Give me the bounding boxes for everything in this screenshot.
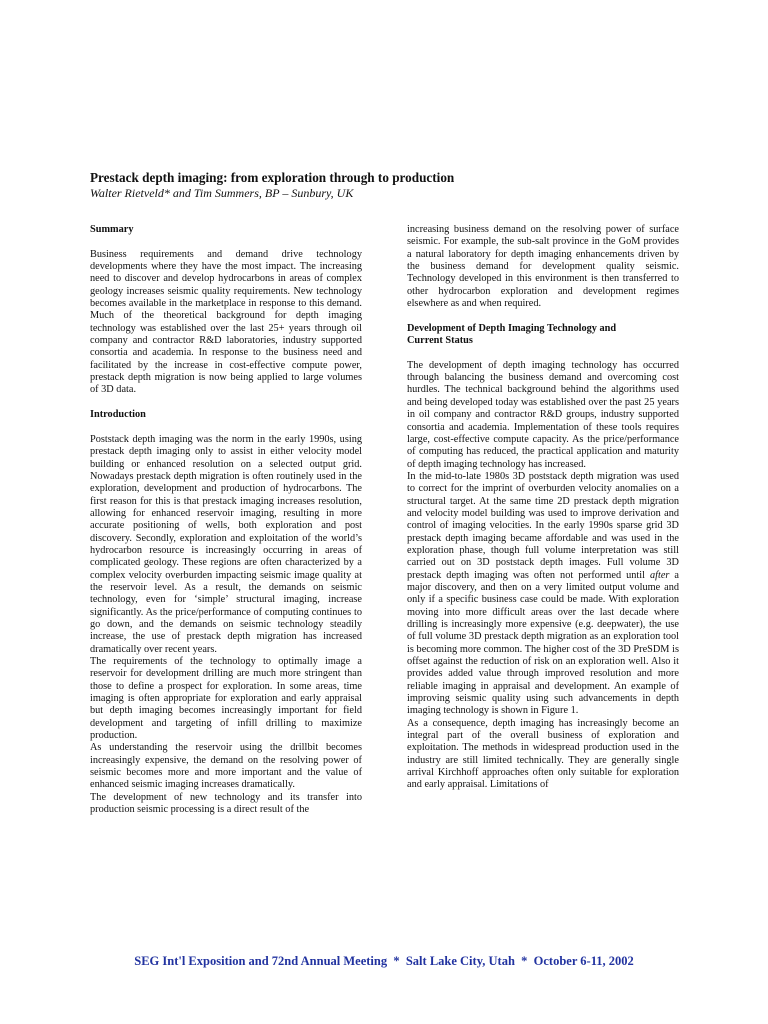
paper-authors: Walter Rietveld* and Tim Summers, BP – Sunbury, UK xyxy=(90,186,354,200)
development-paragraph-2-part-a: In the mid-to-late 1980s 3D poststack depth migration was used to correct for the imprint of overburden velocity anomalies on a structural target. At the same time 2D prestack depth migration and velocity model building was used to improve derivation and control of imaging velocities. In the early 1990s sparse grid 3D prestack depth imaging became affordable and was used in the exploration phase, though full volume interpretation was still carried out on 3D poststack depth images. Full volume 3D prestack depth imaging was often not performed until xyxy=(407,470,679,581)
development-paragraph-1: The development of depth imaging technology has occurred through balancing the business demand and overcoming cost hurdles. The technical background behind the algorithms used and being developed today was established over the past 25 years in oil company and contractor R&D groups, industry supported consortia and academia. Implementation of these tools requires large, cost-effective compute capacity. As the price/performance of computing has reduced, the practical application and maturity of depth imaging technology has increased. xyxy=(407,359,679,470)
introduction-paragraph-1: Poststack depth imaging was the norm in the early 1990s, using prestack depth imaging only to assist in either velocity model building or enhanced resolution on a selected output grid. Nowadays prestack depth migration is often routinely used in the exploration, development and production of hydrocarbons. The first reason for this is that prestack imaging increases resolution, allowing for enhanced reservoir imaging, resulting in more accurate positioning of wells, both exploration and post discovery. Secondly, exploration and exploitation of the world’s hydrocarbon resource is increasingly occurring in areas of complicated geology. These regions are often characterized by a complex velocity overburden impacting seismic image quality at the reservoir level. As a result, the demands on seismic technology, even for ‘simple’ structural imaging, increase significantly. As the price/performance of computing continues to go down, and the demands on seismic technology steadily increase, the use of prestack depth migration has increased dramatically over recent years. xyxy=(90,433,362,655)
introduction-heading: Introduction xyxy=(90,409,146,421)
right-column xyxy=(407,224,679,792)
development-paragraph-2 xyxy=(407,471,679,718)
paper-title: Prestack depth imaging: from exploration through to production xyxy=(90,170,455,185)
development-paragraph-3: As a consequence, depth imaging has increasingly become an integral part of the overall business of exploration and exploitation. The methods in widespread production used in the industry are still limited technically. They are generally single arrival Kirchhoff approaches often only suitable for exploration and early appraisal. Limitations of xyxy=(407,717,679,791)
introduction-paragraph-2: The requirements of the technology to optimally image a reservoir for development drilling are much more stringent than those to define a prospect for exploration. In some areas, time imaging is often appropriate for exploration and early appraisal but depth imaging becomes increasingly important for field development and targeting of infill drilling to maximize production. xyxy=(90,656,362,742)
summary-heading: Summary xyxy=(90,224,134,235)
introduction-paragraph-3: As understanding the reservoir using the drillbit becomes increasingly expensive, the demand on the resolving power of seismic becomes more and more important and the value of enhanced seismic imaging increases dramatically. xyxy=(90,742,362,791)
continued-paragraph: increasing business demand on the resolving power of surface seismic. For example, the sub-salt province in the GoM provides a natural laboratory for depth imaging enhancements driven by the business demand for development quality seismic. Technology developed in this environment is then transferred to other hydrocarbon exploration and development regimes elsewhere as and when required. xyxy=(407,224,679,310)
introduction-paragraph-4: The development of new technology and its transfer into production seismic processing is a direct result of the xyxy=(90,791,362,816)
conference-footer: SEG Int'l Exposition and 72nd Annual Meeting * Salt Lake City, Utah * October 6-11, 2002 xyxy=(134,954,634,968)
summary-paragraph: Business requirements and demand drive technology developments where they have the most impact. The increasing need to discover and develop hydrocarbons in areas of complex geology increases seismic quality requirements. New technology becomes available in the marketplace in response to this demand. Much of the theoretical background for depth imaging technology was established over the last 25+ years through oil company and contractor R&D laboratories, industry supported consortia and academia. In response to the business need and facilitated by the increase in cost-effective compute power, prestack depth migration is now being applied to large volumes of 3D data. xyxy=(90,248,362,396)
development-heading-line-2: Current Status xyxy=(407,335,473,347)
development-heading-line-1: Development of Depth Imaging Technology and xyxy=(407,322,617,334)
development-paragraph-2-part-b: a major discovery, and then on a very limited output volume and only if a specific business case could be made. With exploration moving into more difficult areas over the last decade where drilling is increasingly more expensive (e.g. deepwater), the use of full volume 3D prestack depth migration as an exploration tool is becoming more common. The higher cost of the 3D PreSDM is offset against the reduction of risk on an exploration well. Also it provides added value through improved resolution and more reliable imaging in appraisal and development. An example of improving seismic quality using such advancements in depth imaging technology is shown in Figure 1. xyxy=(407,569,679,717)
development-heading xyxy=(407,323,679,348)
emphasis-after: after xyxy=(649,569,670,581)
left-column xyxy=(90,224,362,817)
